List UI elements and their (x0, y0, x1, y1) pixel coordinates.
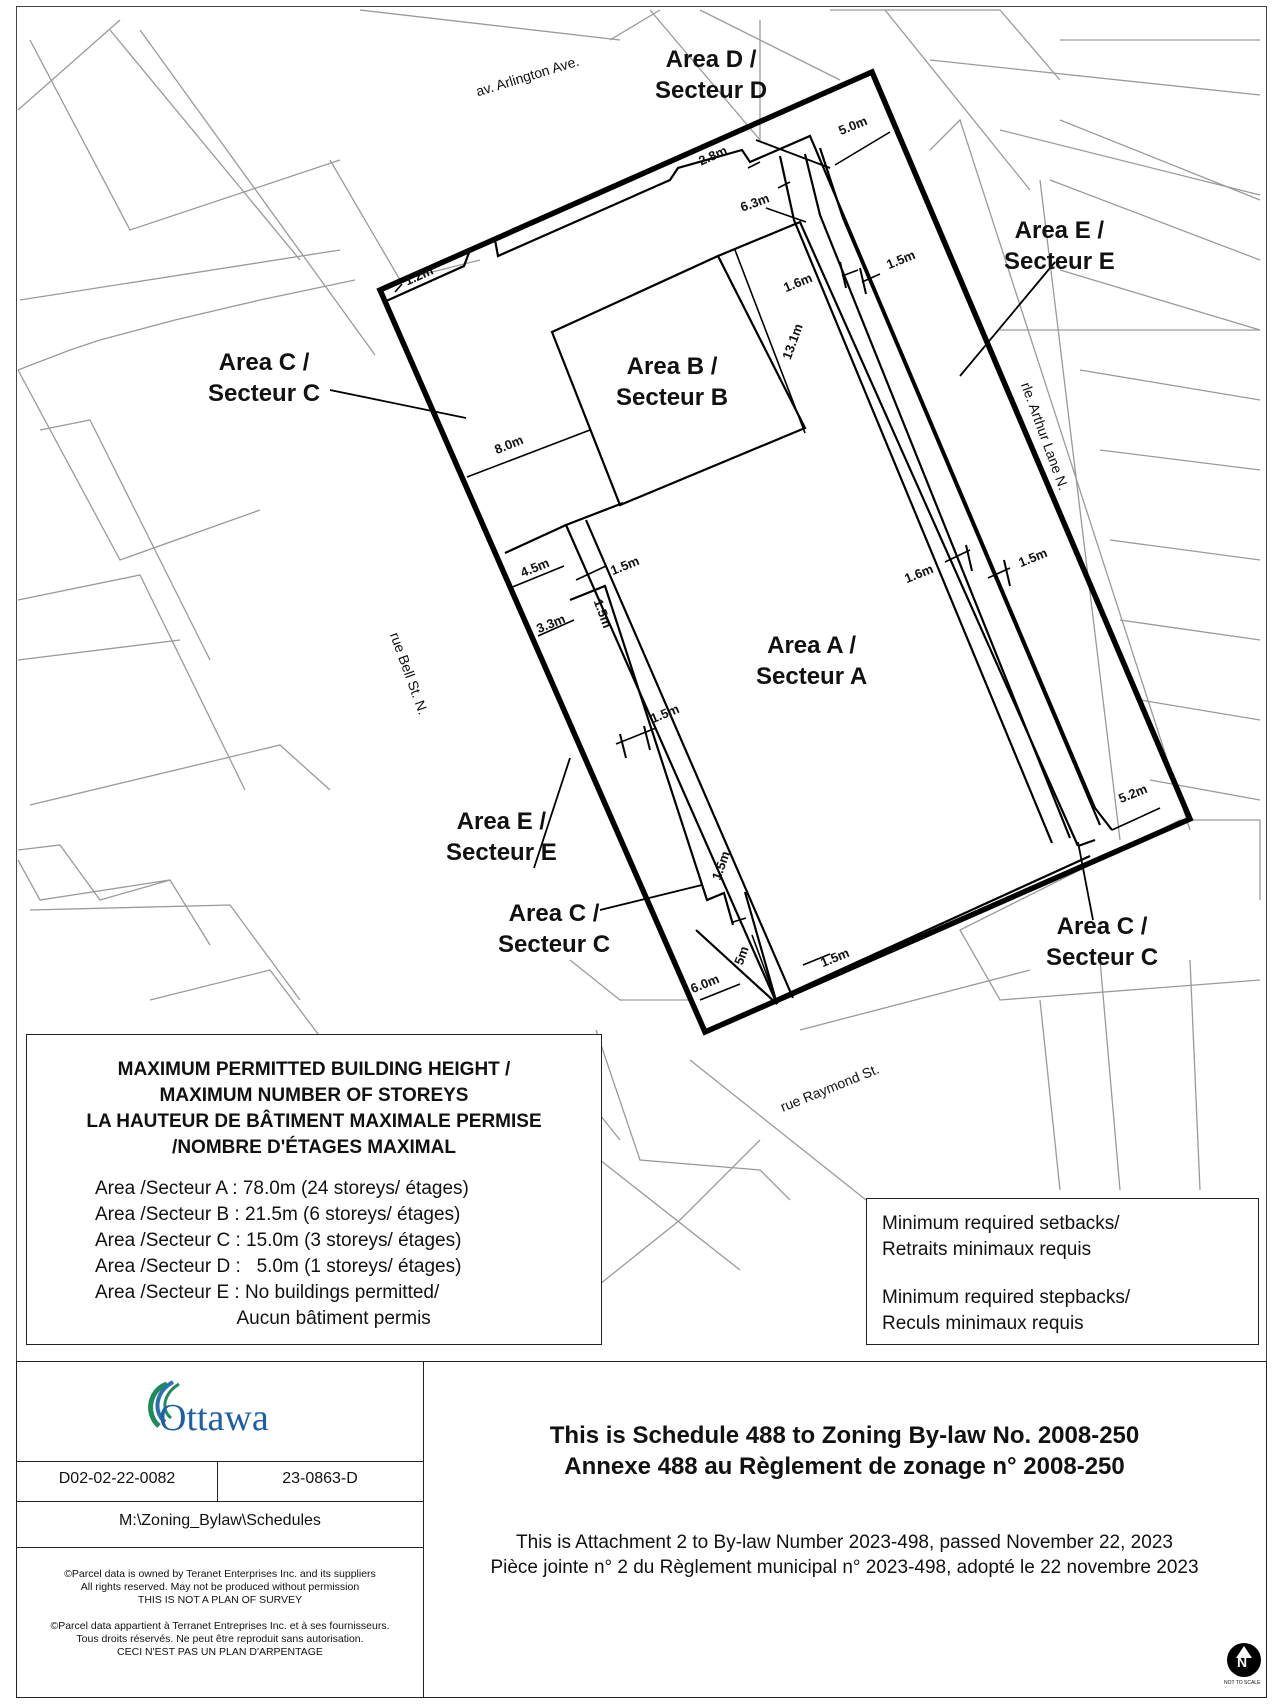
legend-stepbacks-en: Minimum required stepbacks/ (882, 1287, 1131, 1308)
height-row-c: Area /Secteur C : 15.0m (3 storeys/ étages) (95, 1230, 462, 1251)
dimension-label: 1.5m (590, 597, 615, 630)
schedule-path: M:\Zoning_Bylaw\Schedules (119, 1512, 321, 1529)
dimension-label: 1.2m (402, 262, 436, 289)
schedule-title-fr: Annexe 488 au Règlement de zonage n° 2008-250 (564, 1453, 1125, 1480)
height-table (26, 1034, 602, 1345)
north-label: N (1237, 1654, 1248, 1670)
height-table-rows (95, 1176, 601, 1332)
copyright-line: CECI N'EST PAS UN PLAN D'ARPENTAGE (117, 1646, 323, 1658)
height-row-d: Area /Secteur D : 5.0m (1 storeys/ étages) (95, 1256, 462, 1277)
height-title-line: LA HAUTEUR DE BÂTIMENT MAXIMALE PERMISE (86, 1111, 542, 1132)
ottawa-logo-text: Ottawa (159, 1397, 269, 1439)
height-title-line: MAXIMUM PERMITTED BUILDING HEIGHT / (117, 1059, 511, 1080)
not-to-scale-label: NOT TO SCALE (1224, 1680, 1261, 1686)
dimension-label: 13.1m (779, 321, 806, 362)
legend-setbacks-fr: Retraits minimaux requis (882, 1239, 1092, 1260)
zoning-lines (384, 136, 1112, 1004)
copyright-line: ©Parcel data appartient à Terranet Entreprises Inc. et à ses fournisseurs. (50, 1620, 390, 1632)
schedule-title (423, 1420, 1266, 1482)
area-e-left-label: Area E / Secteur E (446, 808, 557, 866)
height-title-line: /NOMBRE D'ÉTAGES MAXIMAL (172, 1137, 456, 1158)
area-b-label: Area B / Secteur B (616, 353, 729, 411)
dimension-label: 5.0m (836, 112, 870, 139)
copyright-line (17, 1607, 423, 1620)
legend-setbacks (882, 1211, 1120, 1263)
copyright-line: All rights reserved. May not be produced without permission (80, 1581, 360, 1593)
schedule-title-en: This is Schedule 488 to Zoning By-law No. 2008-250 (549, 1422, 1140, 1449)
street-bell: rue Bell St. N. (386, 630, 432, 717)
dimension-label: 3.3m (534, 610, 568, 637)
north-arrow (1224, 1640, 1264, 1697)
dimension-label: 4.5m (518, 554, 552, 581)
dimension-label: 1.5m (818, 944, 852, 971)
height-row-e-cont: Aucun bâtiment permis (95, 1308, 431, 1329)
dimension-label: 8.0m (492, 431, 526, 458)
map-number: 23-0863-D (282, 1470, 358, 1487)
dimension-label: 1.5m (648, 700, 682, 727)
ottawa-logo (137, 1376, 317, 1446)
dimension-label: 5.2m (1116, 780, 1150, 807)
file-number: D02-02-22-0082 (58, 1470, 176, 1487)
title-block (16, 1361, 1267, 1698)
legend-setbacks-en: Minimum required setbacks/ (882, 1213, 1120, 1234)
copyright-line: THIS IS NOT A PLAN OF SURVEY (137, 1594, 303, 1606)
dimension-label: 5m (731, 944, 752, 967)
attachment-en: This is Attachment 2 to By-law Number 2023-498, passed November 22, 2023 (516, 1532, 1173, 1553)
dimension-label: 1.5m (884, 246, 918, 273)
height-table-title (27, 1057, 601, 1161)
dimension-label: 6.3m (738, 190, 772, 215)
area-c-right-label: Area C / Secteur C (1046, 913, 1159, 971)
street-arthur: rle. Arthur Lane N. (1017, 380, 1072, 493)
legend-stepbacks (882, 1285, 1130, 1337)
legend-stepbacks-fr: Reculs minimaux requis (882, 1313, 1084, 1334)
street-arlington: av. Arlington Ave. (474, 52, 581, 100)
copyright-line: ©Parcel data is owned by Teranet Enterprises Inc. and its suppliers (64, 1568, 376, 1580)
height-row-e: Area /Secteur E : No buildings permitted/ (95, 1282, 440, 1303)
copyright-notice (17, 1568, 423, 1659)
attachment-fr: Pièce jointe n° 2 du Règlement municipal n° 2023-498, adopté le 22 novembre 2023 (490, 1557, 1199, 1578)
dimension-label: 6.0m (688, 970, 722, 997)
copyright-line: Tous droits réservés. Ne peut être reproduit sans autorisation. (76, 1633, 364, 1645)
dimension-label: 2.8m (696, 142, 730, 169)
area-a-label: Area A / Secteur A (756, 632, 868, 690)
area-c-bottom-label: Area C / Secteur C (498, 900, 611, 958)
street-raymond: rue Raymond St. (778, 1060, 882, 1115)
height-row-a: Area /Secteur A : 78.0m (24 storeys/ étages) (95, 1178, 469, 1199)
legend (866, 1198, 1259, 1345)
leader-lines (330, 140, 1093, 920)
dimension-label: 1.6m (902, 560, 936, 587)
dimension-label: 1.5m (708, 849, 733, 882)
dimension-label: 1.6m (781, 269, 815, 296)
area-d-label: Area D / Secteur D (655, 46, 768, 104)
attachment-note (423, 1530, 1266, 1580)
area-c-left-label: Area C / Secteur C (208, 349, 321, 407)
title-block-left (17, 1362, 424, 1697)
height-title-line: MAXIMUM NUMBER OF STOREYS (159, 1085, 469, 1106)
dimension-label: 1.5m (1016, 544, 1050, 571)
dimension-label: 1.5m (608, 552, 642, 579)
height-row-b: Area /Secteur B : 21.5m (6 storeys/ étages) (95, 1204, 461, 1225)
area-e-right-label: Area E / Secteur E (1004, 217, 1115, 275)
